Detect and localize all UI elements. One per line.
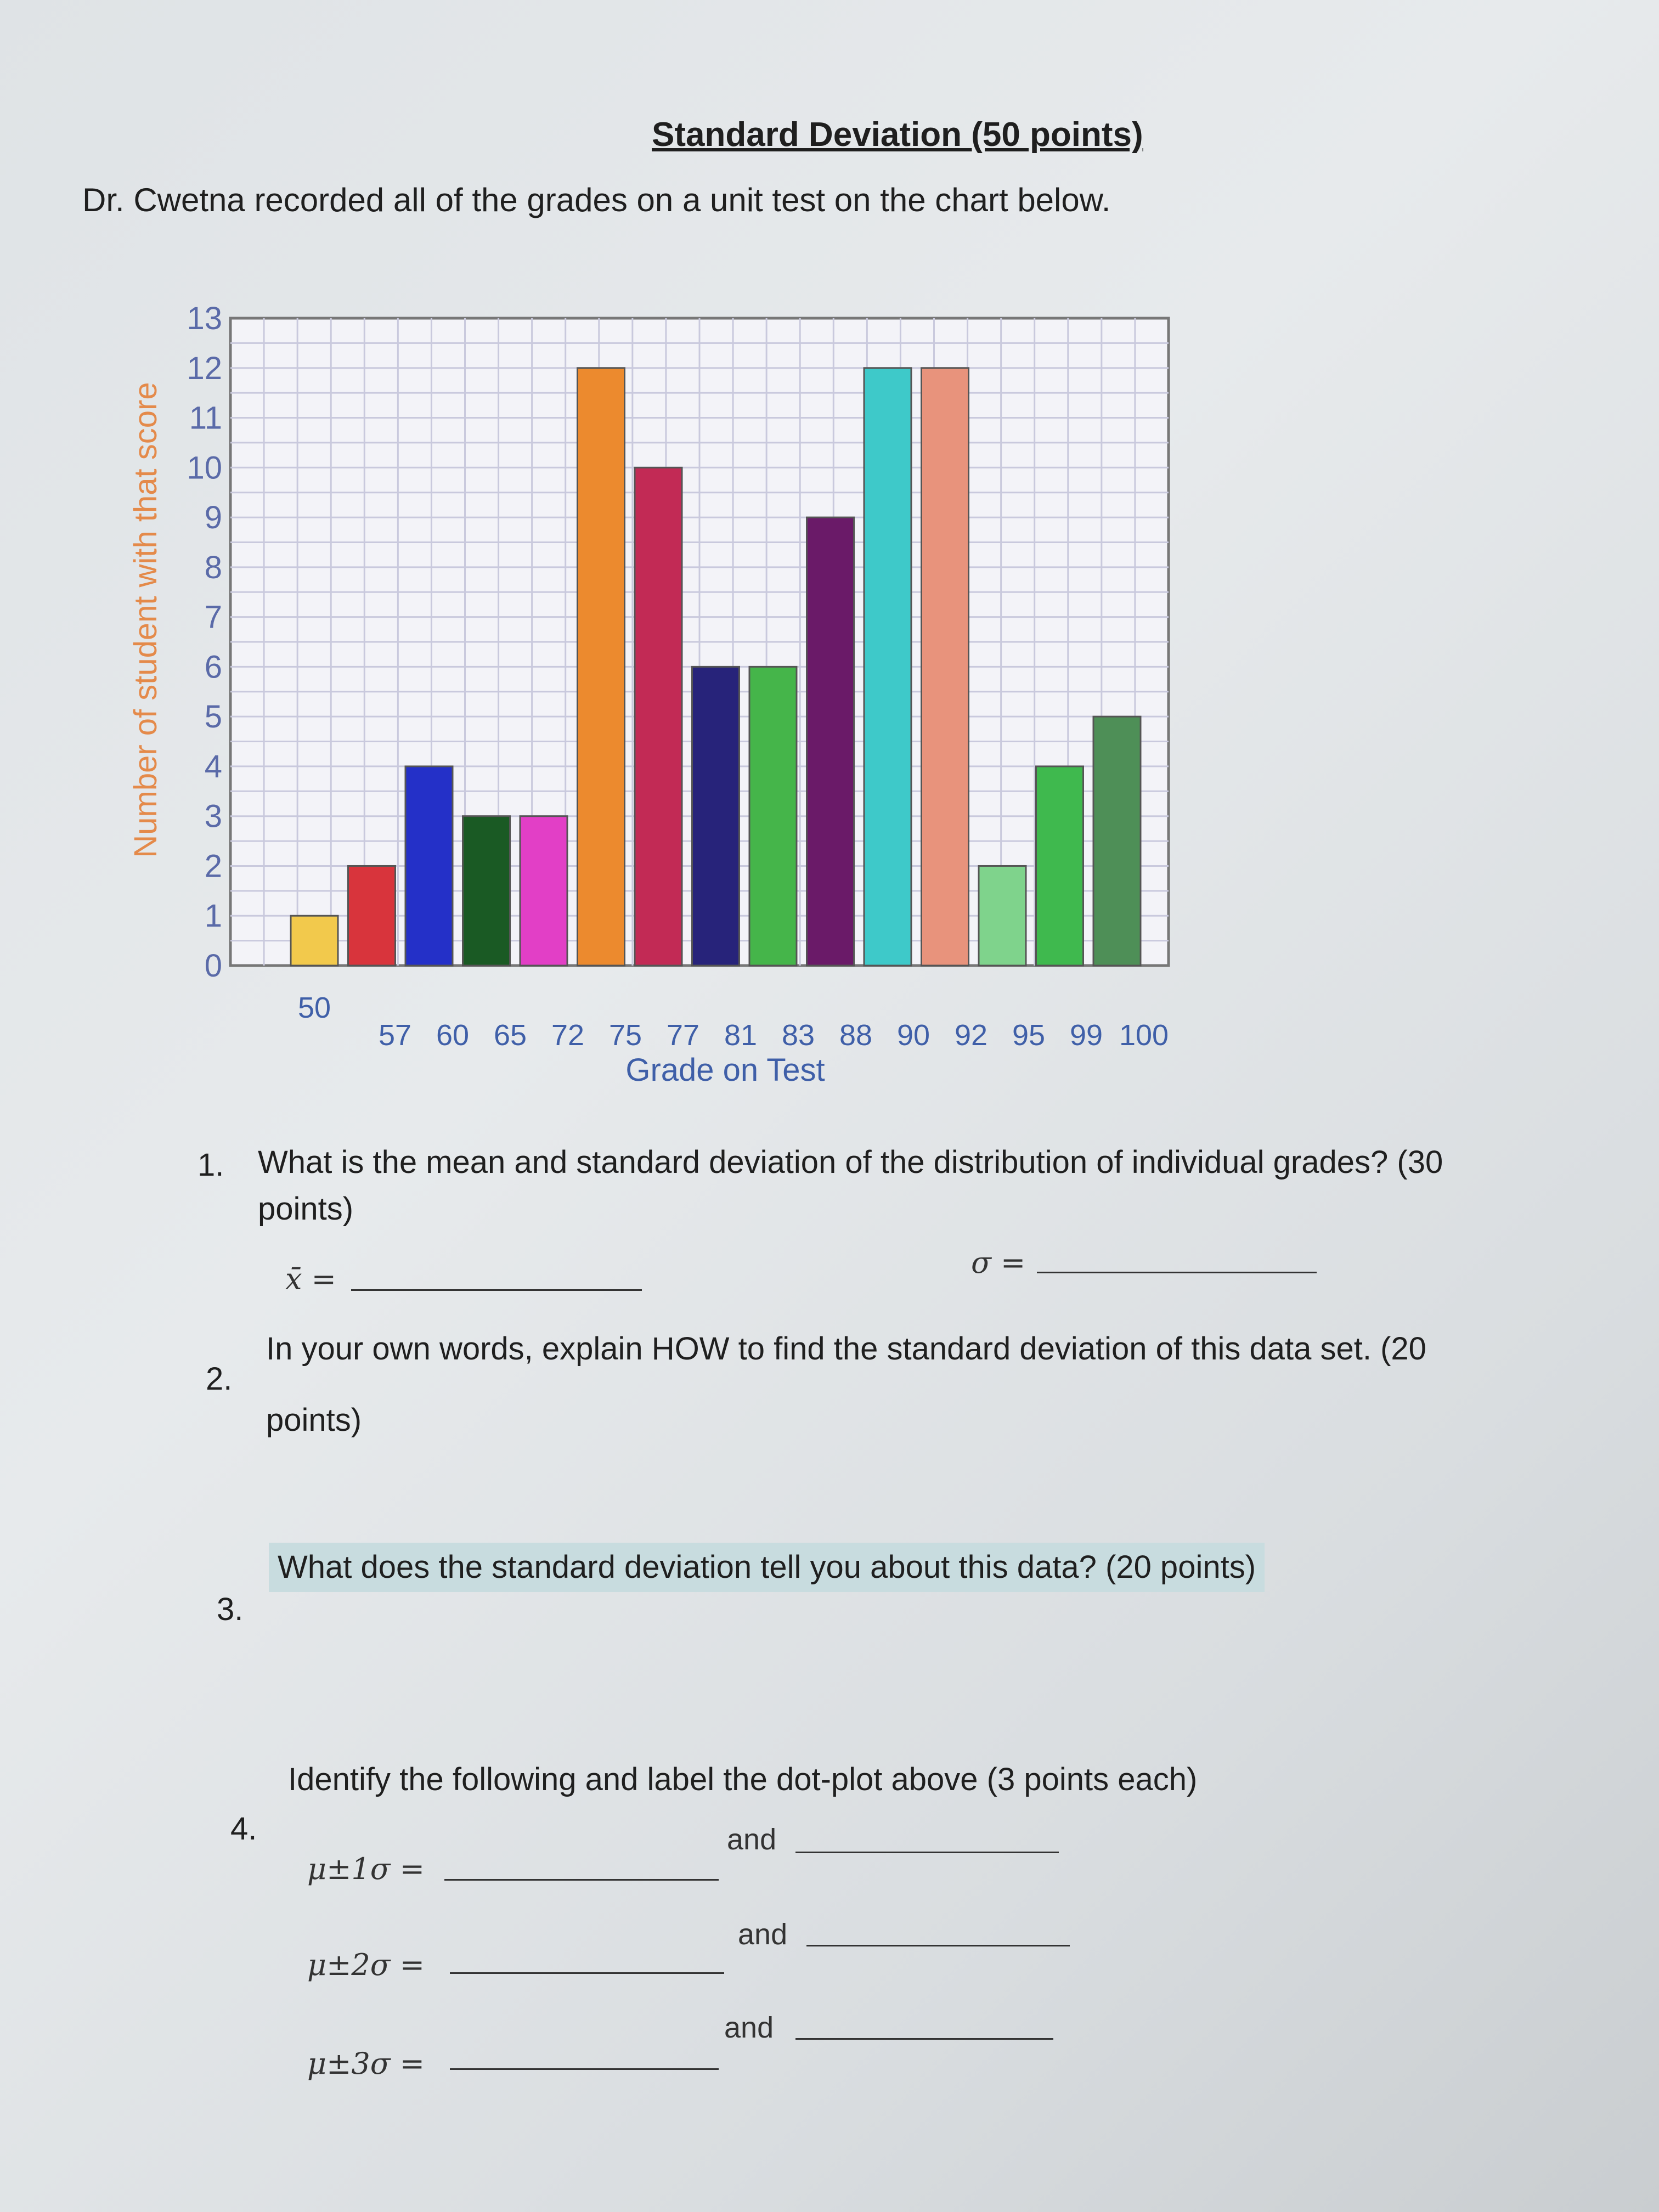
y-tick-label: 0 bbox=[204, 948, 222, 984]
y-axis-label: Number of student with that score bbox=[128, 382, 163, 858]
bar-99 bbox=[1036, 766, 1084, 966]
y-tick-label: 6 bbox=[204, 649, 222, 685]
x-tick-label: 60 bbox=[436, 1019, 470, 1052]
bar-65 bbox=[463, 816, 510, 966]
q4-number: 4. bbox=[230, 1811, 257, 1847]
x-tick-label: 99 bbox=[1069, 1019, 1103, 1052]
y-tick-label: 2 bbox=[204, 848, 222, 884]
q1-text-line2: points) bbox=[258, 1191, 354, 1227]
bar-95 bbox=[979, 866, 1026, 966]
y-tick-label: 13 bbox=[187, 301, 222, 336]
x-tick-label: 92 bbox=[954, 1019, 988, 1052]
mu-3sigma-label: μ±3σ = bbox=[307, 2046, 425, 2081]
sigma-answer-line[interactable] bbox=[1037, 1272, 1317, 1273]
mu-1sigma-high-line[interactable] bbox=[795, 1852, 1059, 1853]
y-tick-label: 5 bbox=[204, 699, 222, 735]
mu-1sigma-low-line[interactable] bbox=[444, 1879, 719, 1881]
bar-60 bbox=[405, 766, 453, 966]
bar-92 bbox=[922, 368, 969, 966]
q1-text-line1: What is the mean and standard deviation of the distribution of individual grades? (30 bbox=[258, 1144, 1443, 1180]
mu-3sigma-low-line[interactable] bbox=[450, 2068, 719, 2070]
bar-88 bbox=[807, 517, 854, 966]
y-tick-label: 10 bbox=[187, 450, 222, 486]
y-tick-label: 4 bbox=[204, 748, 222, 785]
mu-2sigma-label: μ±2σ = bbox=[307, 1948, 425, 1982]
q2-text-line2: points) bbox=[266, 1402, 362, 1438]
q2-text-line1: In your own words, explain HOW to find the standard deviation of this data set. (20 bbox=[266, 1331, 1426, 1367]
mu-2sigma-low-line[interactable] bbox=[450, 1972, 724, 1974]
x-tick-label: 57 bbox=[378, 1019, 412, 1052]
sigma-label: σ = bbox=[971, 1245, 1026, 1280]
y-tick-label: 12 bbox=[187, 350, 222, 386]
y-tick-label: 9 bbox=[204, 500, 222, 536]
bar-75 bbox=[578, 368, 625, 966]
intro-text: Dr. Cwetna recorded all of the grades on a unit test on the chart below. bbox=[82, 182, 1111, 218]
x-tick-label: 50 bbox=[297, 991, 331, 1024]
x-tick-label: 90 bbox=[896, 1019, 930, 1052]
q4-text: Identify the following and label the dot-plot above (3 points each) bbox=[288, 1762, 1198, 1797]
mu-2sigma-high-line[interactable] bbox=[806, 1945, 1070, 1946]
bar-57 bbox=[348, 866, 396, 966]
y-tick-label: 7 bbox=[204, 599, 222, 635]
bar-100 bbox=[1093, 716, 1141, 966]
y-tick-label: 1 bbox=[204, 898, 222, 934]
bar-83 bbox=[749, 667, 797, 966]
x-tick-label: 100 bbox=[1119, 1019, 1169, 1052]
q3-text: What does the standard deviation tell you about this data? (20 points) bbox=[269, 1543, 1265, 1592]
x-tick-label: 65 bbox=[493, 1019, 527, 1052]
y-tick-labels bbox=[187, 301, 222, 984]
mu-1sigma-label: μ±1σ = bbox=[307, 1852, 425, 1886]
q1-number: 1. bbox=[198, 1147, 224, 1183]
x-tick-label: 83 bbox=[781, 1019, 815, 1052]
q2-number: 2. bbox=[206, 1361, 233, 1397]
y-tick-label: 11 bbox=[189, 400, 222, 436]
x-tick-label: 75 bbox=[608, 1019, 642, 1052]
bar-77 bbox=[635, 467, 682, 966]
bar-81 bbox=[692, 667, 740, 966]
mean-answer-line[interactable] bbox=[351, 1289, 642, 1291]
page-title: Standard Deviation (50 points) bbox=[652, 116, 1143, 154]
x-tick-label: 95 bbox=[1012, 1019, 1046, 1052]
x-tick-labels bbox=[298, 991, 1169, 1052]
and-2: and bbox=[738, 1918, 788, 1951]
q3-number: 3. bbox=[217, 1592, 244, 1627]
and-1: and bbox=[727, 1823, 777, 1856]
y-tick-label: 8 bbox=[204, 549, 222, 585]
x-tick-label: 88 bbox=[839, 1019, 873, 1052]
bar-90 bbox=[864, 368, 911, 966]
x-tick-label: 81 bbox=[724, 1019, 758, 1052]
mean-label: x̄ = bbox=[285, 1262, 336, 1296]
y-tick-label: 3 bbox=[204, 798, 222, 834]
x-tick-label: 72 bbox=[551, 1019, 585, 1052]
bar-72 bbox=[520, 816, 567, 966]
mu-3sigma-high-line[interactable] bbox=[795, 2038, 1053, 2040]
x-axis-label: Grade on Test bbox=[625, 1052, 825, 1088]
and-3: and bbox=[724, 2011, 774, 2044]
x-tick-label: 77 bbox=[666, 1019, 700, 1052]
bar-50 bbox=[291, 916, 338, 966]
